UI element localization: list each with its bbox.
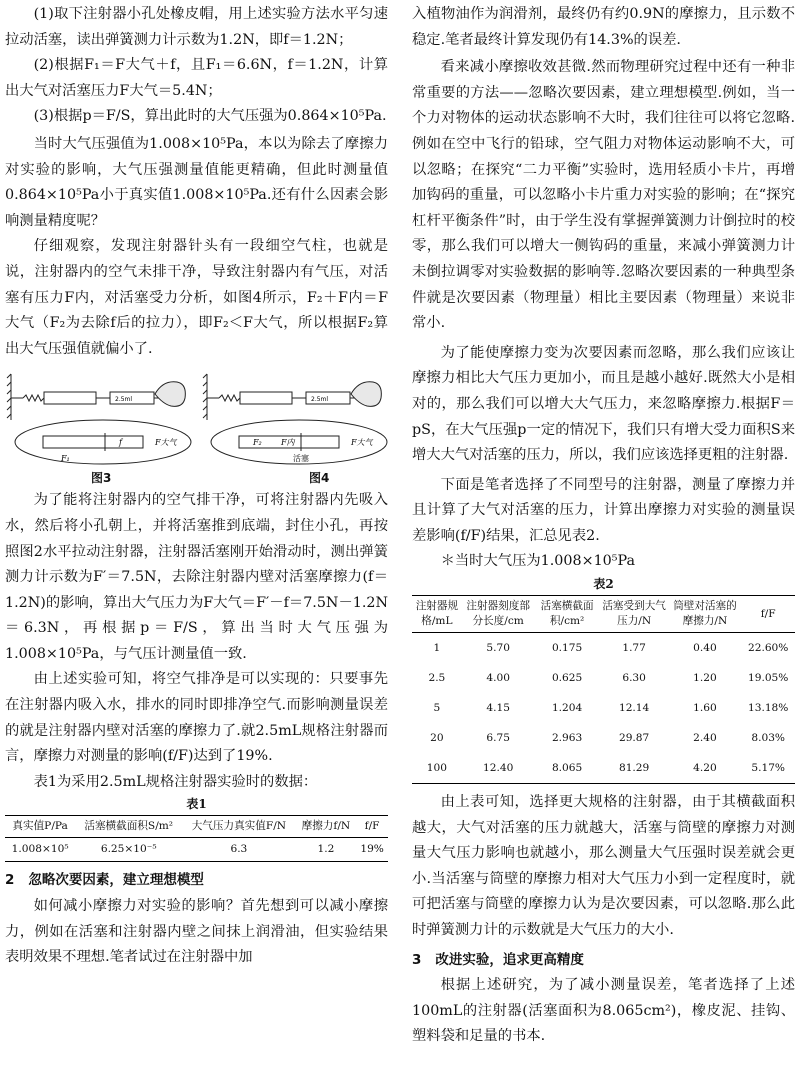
table-cell: 100 [426, 761, 447, 774]
table-cell: 20 [430, 731, 444, 744]
table-cell: 29.87 [618, 731, 650, 744]
table-header: 摩擦力f/N [301, 820, 351, 833]
table-header: f/F [364, 820, 380, 833]
force-label: F₁ [61, 454, 70, 464]
paragraph: 看来减小摩擦收效甚微.然而物理研究过程中还有一种非常重要的方法——忽略次要因素，建立理想模型.例如，当一个力对物体的运动状态影响不大时，我们往往可以将它忽略.例如在空中飞行的铅球，空气阻力对物体运动影响不大，可以忽略；在探究“二力平衡”实验时，选用轻质小卡片，再增加钩码的重量，可以忽略小卡片重力对实验的影响；在“探究杠杆平衡条件”时，由于学生没有掌握弹簧测力计倒拉时的校零，那么我们可以增大一侧钩码的重量，来减小弹簧测力计未倒拉调零对实验数据的影响等.忽略次要因素的一种典型条件就是次要因素（物理量）相比主要因素（物理量）来说非常小. [412, 59, 795, 332]
table-header: 注射器规格/mL [415, 600, 459, 628]
section-number: 3 [412, 951, 422, 968]
paragraph: 入植物油作为润滑剂，最终仍有约0.9N的摩擦力，且示数不稳定.笔者最终计算发现仍有14.3%的误差. [412, 6, 795, 48]
section-title: 改进实验，追求更高精度 [435, 951, 584, 968]
table-1-caption: 表1 [186, 797, 207, 812]
table-row [5, 838, 388, 862]
paragraph: 为了能使摩擦力变为次要因素而忽略，那么我们应该让摩擦力相比大气压力更加小，而且是越小越好.既然大小是相对的，那么我们可以增大大气压力，来忽略摩擦力.根据F＝pS，在大气压强p一定的情况下，我们只有增大受力面积S来增大大气对活塞的压力，所以，我们应该选择更粗的注射器. [412, 344, 795, 464]
paragraph: 由上表可知，选择更大规格的注射器，由于其横截面积越大，大气对活塞的压力就越大，活塞与筒壁的摩擦力对测量大气压力影响也就越小，那么测量大气压强时误差就会更小.当活塞与筒壁的摩擦力相对大气压力小到一定程度时，就可把活塞与筒壁的摩擦力认为是次要因素，可以忽略.那么此时弹簧测力计的示数就是大气压力的大小. [412, 794, 795, 939]
table-row [412, 723, 795, 753]
right-column [412, 2, 795, 1050]
table-2 [412, 595, 795, 784]
table-cell: 4.15 [486, 701, 510, 714]
table-cell: 6.30 [622, 671, 646, 684]
left-column [5, 2, 388, 971]
paragraph: (3)根据p＝F/S，算出此时的大气压强为0.864×10⁵Pa. [33, 108, 387, 125]
table-cell: 2.5 [428, 671, 446, 684]
paragraph: 仔细观察，发现注射器针头有一段细空气柱，也就是说，注射器内的空气未排干净，导致注射器内有气压，对活塞有压力F内，对活塞受力分析，如图4所示，F₂＋F内＝F大气（F₂为去除f后的拉力），即F₂＜F大气，所以根据F₂算出大气压强值就偏小了. [5, 238, 388, 357]
table-row [412, 693, 795, 723]
force-label: F₂ [253, 438, 262, 448]
table-cell: 8.03% [751, 731, 785, 744]
figure-4-diagram [201, 370, 391, 470]
table-header: 活塞受到大气压力/N [602, 600, 666, 628]
paragraph: 表1为采用2.5mL规格注射器实验时的数据： [33, 773, 318, 790]
table-cell: 1.20 [693, 671, 717, 684]
footnote: ＊当时大气压为1.008×10⁵Pa [440, 553, 636, 570]
table-cell: 1.204 [551, 701, 583, 714]
section-title: 忽略次要因素，建立理想模型 [28, 872, 204, 889]
scale-label: 2.5ml [115, 396, 133, 404]
table-header: 大气压力真实值F/N [191, 820, 287, 833]
table-cell: 6.3 [230, 843, 248, 856]
table-cell: 6.75 [486, 731, 510, 744]
table-2-caption: 表2 [593, 577, 614, 592]
figures [5, 370, 388, 488]
table-header: 筒壁对活塞的摩擦力/N [673, 600, 737, 628]
table-cell: 4.00 [486, 671, 510, 684]
table-cell: 5.70 [486, 641, 510, 654]
scale-label: 2.5ml [311, 396, 329, 404]
table-header: f/F [760, 607, 776, 620]
table-cell: 1.2 [317, 843, 335, 856]
paragraph: 根据上述研究，为了减小测量误差，笔者选择了上述100mL的注射器(活塞面积为8.065cm²)，橡皮泥、挂钩、塑料袋和足量的书本. [412, 977, 795, 1045]
force-label: F大气 [155, 438, 177, 448]
table-cell: 2.40 [693, 731, 717, 744]
figure-3-diagram [5, 370, 195, 470]
force-label: F内 [281, 438, 295, 448]
paragraph: 由上述实验可知，将空气排净是可以实现的：只要事先在注射器内吸入水，排水的同时即排净空气.而影响测量误差的就是注射器内壁对活塞的摩擦力了.就2.5mL规格注射器而言，摩擦力对测量的影响(f/F)达到了19%. [5, 671, 388, 765]
section-2-heading [5, 868, 388, 894]
table-1 [5, 815, 388, 862]
table-row [412, 753, 795, 784]
table-row [412, 663, 795, 693]
table-header: 活塞横截面积S/m² [84, 820, 174, 833]
table-cell: 5 [433, 701, 441, 714]
figure-4-caption: 图4 [309, 471, 330, 486]
paragraph: 为了能将注射器内的空气排干净，可将注射器内先吸入水，然后将小孔朝上，并将活塞推到底端，封住小孔，再按照图2水平拉动注射器，注射器活塞刚开始滑动时，测出弹簧测力计示数为F′＝7.5N，去除注射器内壁对活塞摩擦力(f＝1.2N)的影响，算出大气压力为F大气＝F′－f＝7.5N－1.2N＝6.3N，再根据p＝F/S，算出当时大气压强为1.008×10⁵Pa，与气压计测量值一致. [5, 492, 388, 662]
table-cell: 8.065 [551, 761, 583, 774]
figure-3-caption: 图3 [91, 471, 112, 486]
table-cell: 2.963 [551, 731, 583, 744]
table-cell: 22.60% [747, 641, 789, 654]
table-cell: 13.18% [747, 701, 789, 714]
table-header: 注射器刻度部分长度/cm [466, 600, 530, 628]
table-cell: 19% [360, 843, 384, 856]
table-cell: 81.29 [618, 761, 650, 774]
table-cell: 0.625 [551, 671, 583, 684]
table-cell: 4.20 [693, 761, 717, 774]
table-header: 真实值P/Pa [12, 820, 68, 833]
paragraph: 下面是笔者选择了不同型号的注射器，测量了摩擦力并且计算了大气对活塞的压力，计算出摩擦力对实验的测量误差影响(f/F)结果，汇总见表2. [412, 476, 795, 544]
section-3-heading [412, 948, 795, 974]
force-label: F大气 [351, 438, 373, 448]
table-cell: 12.40 [483, 761, 514, 774]
paragraph: 当时大气压强值为1.008×10⁵Pa，本以为除去了摩擦力对实验的影响，大气压强测量值能更精确，但此时测量值0.864×10⁵Pa小于真实值1.008×10⁵Pa.还有什么因素会影响测量精度呢？ [5, 135, 388, 229]
table-cell: 1.60 [693, 701, 717, 714]
table-cell: 6.25×10⁻⁵ [100, 843, 157, 856]
table-cell: 1.77 [622, 641, 646, 654]
piston-label: 活塞 [293, 454, 309, 464]
table-cell: 1.008×10⁵ [11, 843, 69, 856]
paragraph: 如何减小摩擦力对实验的影响？首先想到可以减小摩擦力，例如在活塞和注射器内壁之间抹上润滑油，但实验结果表明效果不理想.笔者试过在注射器中加 [5, 898, 388, 966]
table-cell: 1 [433, 641, 441, 654]
table-cell: 12.14 [618, 701, 650, 714]
section-number: 2 [5, 872, 15, 889]
table-cell: 0.40 [693, 641, 717, 654]
table-cell: 0.175 [551, 641, 583, 654]
force-label: f [119, 438, 122, 448]
paragraph: (1)取下注射器小孔处橡皮帽，用上述实验方法水平匀速拉动活塞，读出弹簧测力计示数为1.2N，即f＝1.2N； [5, 6, 388, 48]
table-row [412, 633, 795, 664]
table-cell: 19.05% [747, 671, 789, 684]
paragraph: (2)根据F₁＝F大气＋f，且F₁＝6.6N，f＝1.2N，计算出大气对活塞压力F大气＝5.4N； [5, 57, 388, 99]
table-header: 活塞横截面积/cm² [540, 600, 594, 628]
table-cell: 5.17% [751, 761, 785, 774]
